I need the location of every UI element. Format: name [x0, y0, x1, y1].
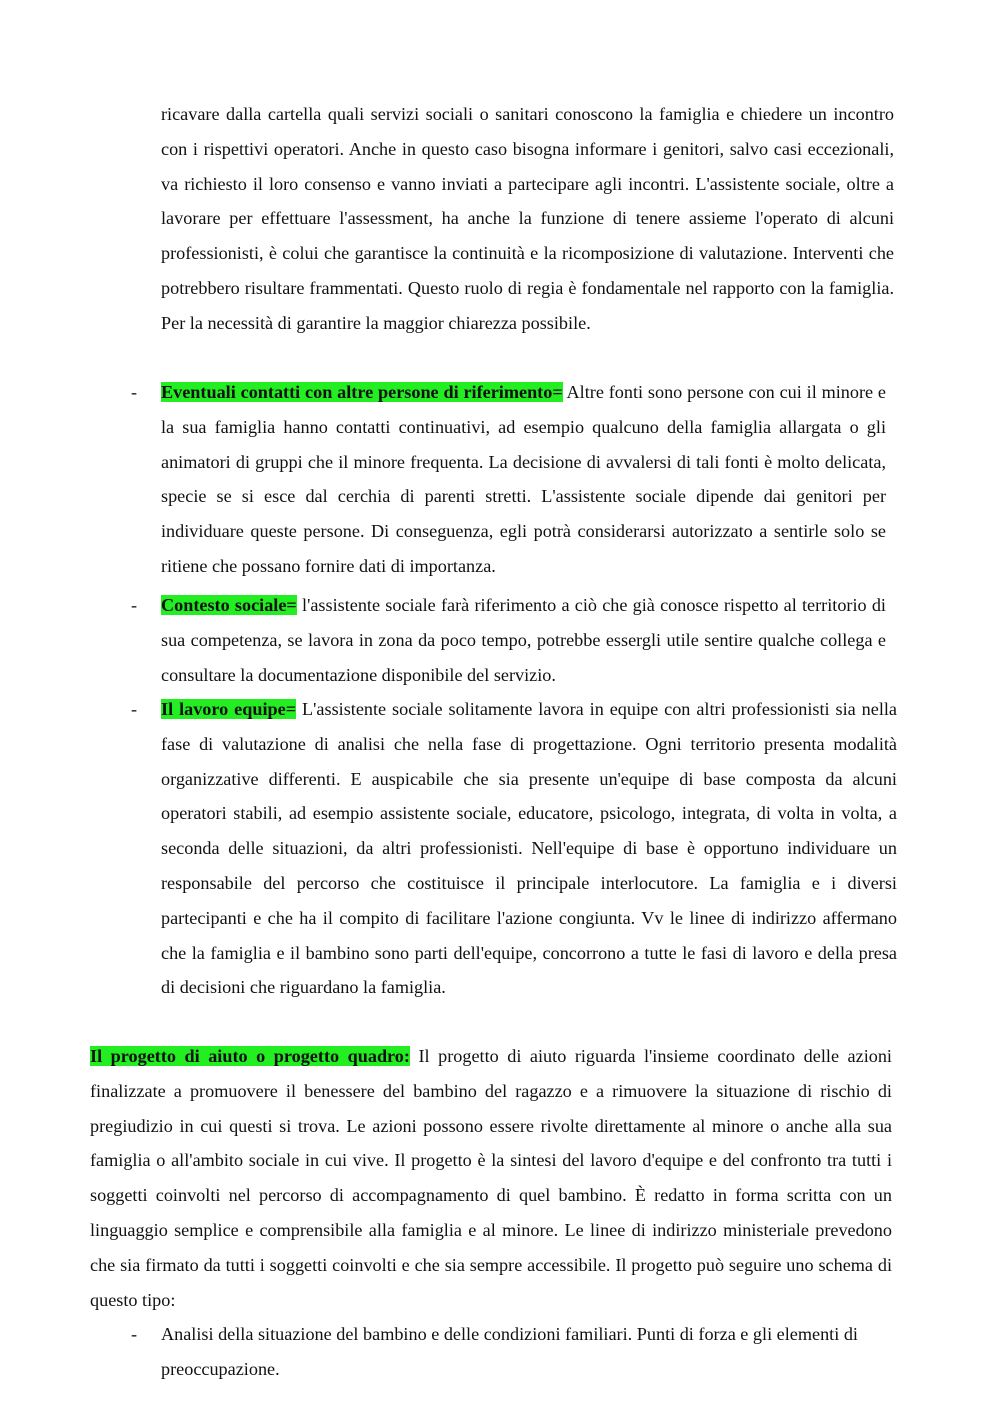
item-text: Altre fonti sono persone con cui il minore e la sua famiglia hanno contatti continuativi, ad esempio qualcuno della famiglia allargata o gli animatori di gruppi che il minore frequenta. La decisione di avvalersi di tali fonti è molto delicata, specie se si esce dal cerchia di parenti stretti. L'assistente sociale dipende dai genitori per individuare queste persone. Di conseguenza, egli potrà considerarsi autorizzato a sentirle solo se ritiene che possano fornire dati di importanza.	[161, 382, 887, 576]
section-title-highlight: Il progetto di aiuto o progetto quadro:	[90, 1046, 410, 1066]
list-item	[161, 692, 897, 1005]
continuation-paragraph: ricavare dalla cartella quali servizi sociali o sanitari conoscono la famiglia e chiedere un incontro con i rispettivi operatori. Anche in questo caso bisogna informare i genitori, salvo casi eccezionali, va richiesto il loro consenso e vanno inviati a partecipare agli incontri. L'assistente sociale, oltre a lavorare per effettuare l'assessment, ha anche la funzione di tenere assieme l'operato di alcuni professionisti, è colui che garantisce la continuità e la ricomposizione di valutazione. Interventi che potrebbero risultare frammentati. Questo ruolo di regia è fondamentale nel rapporto con la famiglia. Per la necessità di garantire la maggior chiarezza possibile.	[161, 104, 894, 333]
item-title-highlight: Contesto sociale=	[161, 595, 297, 615]
item-title-highlight: Il lavoro equipe=	[161, 699, 297, 719]
item-title-highlight: Eventuali contatti con altre persone di riferimento=	[161, 382, 563, 402]
list-item	[161, 588, 886, 692]
bullet-dash: -	[131, 1324, 138, 1344]
section-text: Il progetto di aiuto riguarda l'insieme coordinato delle azioni finalizzate a promuovere il benessere del bambino del ragazzo e a rimuovere la situazione di rischio di pregiudizio in cui questi si trova. Le azioni possono essere rivolte direttamente al minore o anche alla sua famiglia o all'ambito sociale in cui vive. Il progetto è la sintesi del lavoro d'equipe e del confronto tra tutti i soggetti coinvolti nel percorso di accompagnamento di quel bambino. È redatto in forma scritta con un linguaggio semplice e comprensibile alla famiglia e al minore. Le linee di indirizzo ministeriale prevedono che sia firmato da tutti i soggetti coinvolti e che sia sempre accessibile. Il progetto può seguire uno schema di questo tipo:	[90, 1046, 892, 1310]
item-text: l'assistente sociale farà riferimento a ciò che già conosce rispetto al territorio di sua competenza, se lavora in zona da poco tempo, potrebbe essergli utile sentire qualche collega e consultare la documentazione disponibile del servizio.	[161, 595, 886, 685]
section-paragraph	[90, 1039, 892, 1317]
bullet-dash: -	[131, 699, 138, 719]
bullet-dash: -	[131, 382, 138, 402]
list-item	[161, 375, 886, 584]
list-item: Analisi della situazione del bambino e delle condizioni familiari. Punti di forza e gli elementi di preoccupazione.	[161, 1324, 858, 1379]
bullet-dash: -	[131, 595, 138, 615]
item-text: L'assistente sociale solitamente lavora in equipe con altri professionisti sia nella fase di valutazione di analisi che nella fase di progettazione. Ogni territorio presenta modalità organizzative differenti. E auspicabile che sia presente un'equipe di base composta da alcuni operatori stabili, ad esempio assistente sociale, educatore, psicologo, integrata, di volta in volta, a seconda delle situazioni, da altri professionisti. Nell'equipe di base è opportuno individuare un responsabile del percorso che costituisce il principale interlocutore. La famiglia e i diversi partecipanti e che ha il compito di facilitare l'azione congiunta. Vv le linee di indirizzo affermano che la famiglia e il bambino sono parti dell'equipe, concorrono a tutte le fasi di lavoro e della presa di decisioni che riguardano la famiglia.	[161, 699, 897, 998]
